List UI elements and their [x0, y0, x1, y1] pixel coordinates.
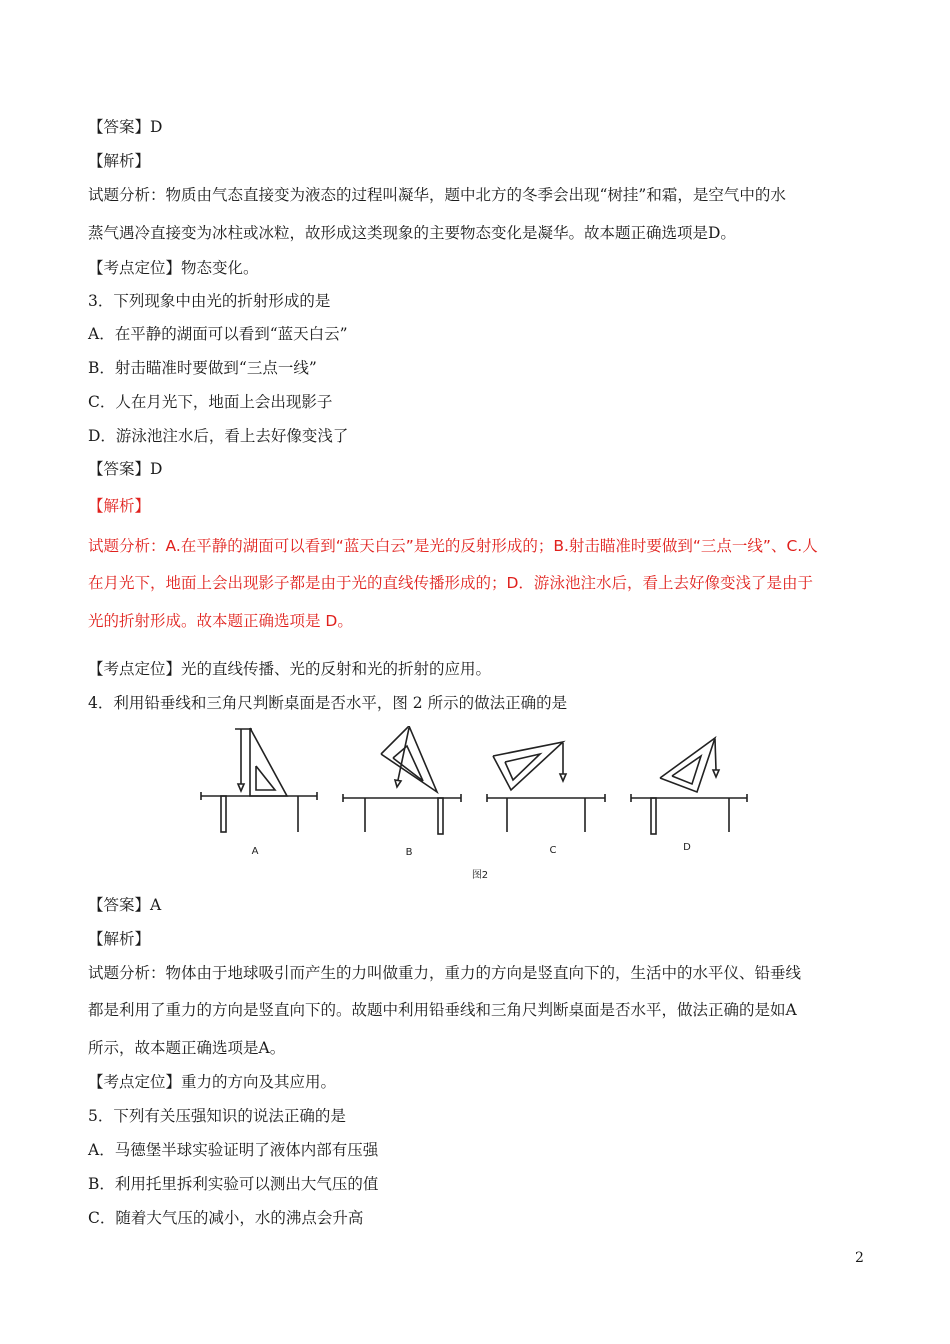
figure-2-drawing [195, 726, 755, 886]
analysis-text-line: 所示，故本题正确选项是A。 [88, 1039, 286, 1057]
answer-line: 【答案】A [88, 896, 162, 914]
analysis-red-line: 光的折射形成。故本题正确选项是 D。 [88, 612, 353, 630]
analysis-text-line: 试题分析：物体由于地球吸引而产生的力叫做重力，重力的方向是竖直向下的，生活中的水平仪、铅垂线 [88, 964, 802, 982]
analysis-text-line: 试题分析：物质由气态直接变为液态的过程叫凝华，题中北方的冬季会出现“树挂”和霜，是空气中的水 [88, 186, 786, 204]
analysis-heading: 【解析】 [88, 930, 151, 948]
analysis-red-line: 在月光下，地面上会出现影子都是由于光的直线传播形成的；D．游泳池注水后，看上去好像变浅了是由于 [88, 574, 813, 592]
figure-2 [195, 726, 755, 886]
option-d: D．游泳池注水后，看上去好像变浅了 [88, 427, 349, 445]
label-a: A [251, 846, 259, 857]
question-4: 4．利用铅垂线和三角尺判断桌面是否水平，图 2 所示的做法正确的是 [88, 694, 568, 712]
panel-c-drawing [487, 742, 605, 832]
question-3: 3．下列现象中由光的折射形成的是 [88, 292, 331, 310]
option-c: C．随着大气压的减小，水的沸点会升高 [88, 1209, 364, 1227]
analysis-text-line: 蒸气遇冷直接变为冰柱或冰粒，故形成这类现象的主要物态变化是凝华。故本题正确选项是D。 [88, 224, 736, 242]
question-5: 5．下列有关压强知识的说法正确的是 [88, 1107, 346, 1125]
label-d: D [683, 842, 691, 853]
panel-a-drawing [201, 728, 317, 832]
knowledge-point: 【考点定位】物态变化。 [88, 259, 259, 277]
option-c: C．人在月光下，地面上会出现影子 [88, 393, 333, 411]
answer-line: 【答案】D [88, 460, 163, 478]
option-b: B．射击瞄准时要做到“三点一线” [88, 359, 317, 377]
knowledge-point: 【考点定位】光的直线传播、光的反射和光的折射的应用。 [88, 660, 492, 678]
option-a: A．在平静的湖面可以看到“蓝天白云” [88, 325, 348, 343]
figure-caption: 图2 [471, 870, 489, 881]
label-c: C [549, 845, 557, 856]
panel-b-drawing [343, 726, 461, 834]
knowledge-point: 【考点定位】重力的方向及其应用。 [88, 1073, 337, 1091]
analysis-red-line: 试题分析：A.在平静的湖面可以看到“蓝天白云”是光的反射形成的；B.射击瞄准时要做到“三点一线”、C.人 [88, 537, 818, 555]
answer-line: 【答案】D [88, 118, 163, 136]
analysis-heading-red: 【解析】 [88, 497, 151, 515]
label-b: B [405, 847, 413, 858]
option-a: A．马德堡半球实验证明了液体内部有压强 [88, 1141, 379, 1159]
analysis-heading: 【解析】 [88, 152, 151, 170]
page-number: 2 [855, 1250, 864, 1266]
analysis-text-line: 都是利用了重力的方向是竖直向下的。故题中利用铅垂线和三角尺判断桌面是否水平，做法正确的是如A [88, 1001, 797, 1019]
option-b: B．利用托里拆利实验可以测出大气压的值 [88, 1175, 379, 1193]
panel-d-drawing [631, 738, 747, 834]
